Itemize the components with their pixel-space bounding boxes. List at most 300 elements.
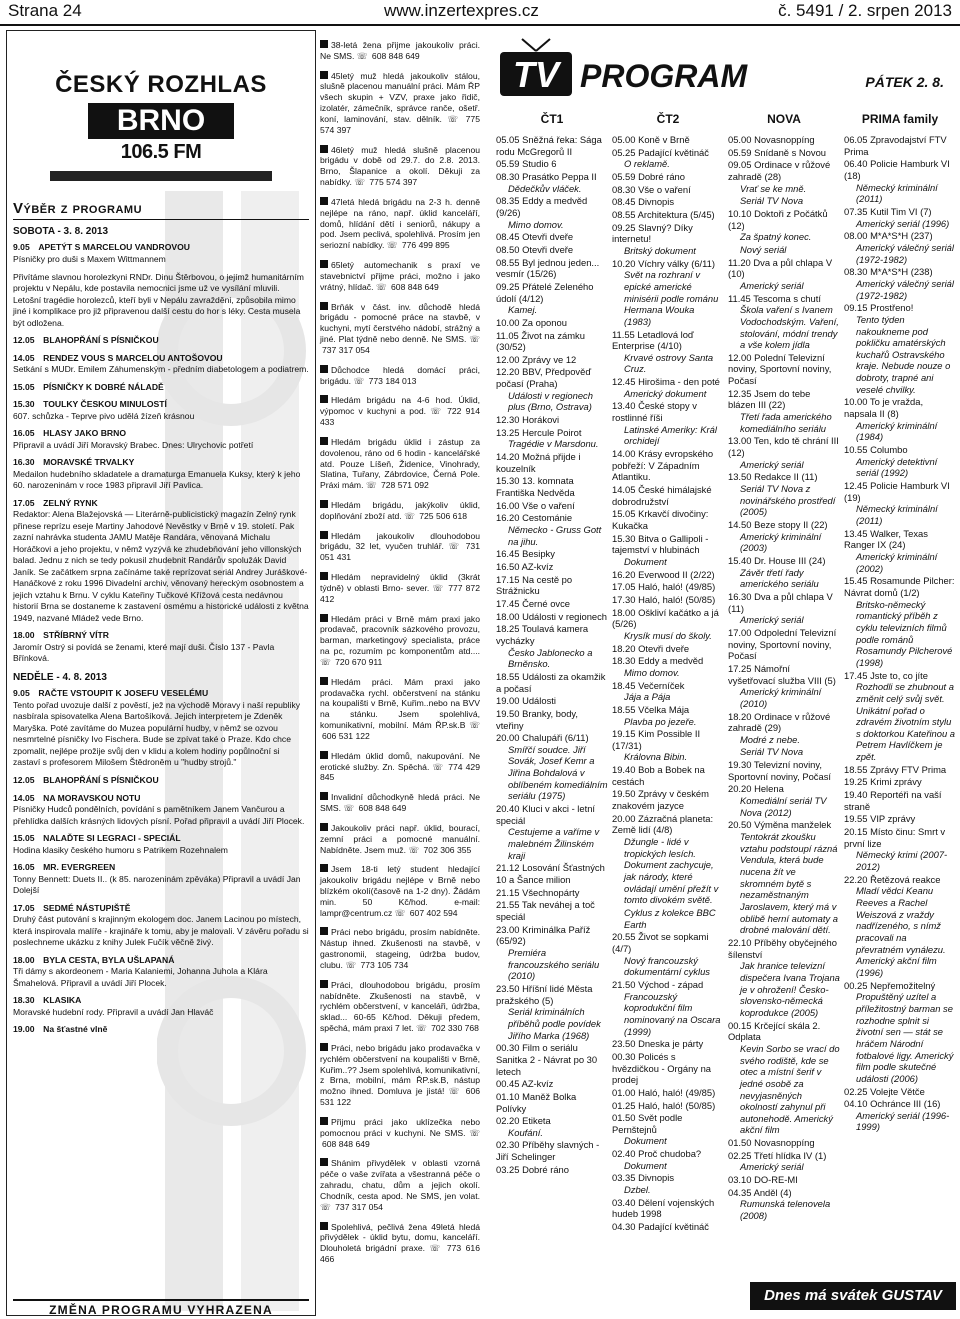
listing-time: 01.25	[612, 1099, 636, 1111]
program-description: Moravské hudební rody. Připravil a uvádí Jan Hlaváč	[13, 1006, 214, 1017]
tv-listing	[496, 611, 608, 623]
listing-time: 19.40	[844, 789, 868, 801]
tv-listing	[496, 354, 608, 366]
channel-name: ČT1	[540, 112, 564, 126]
program-title: MR. EVERGREEN	[43, 862, 116, 873]
channel-column-1	[612, 112, 724, 1234]
program-item	[13, 995, 309, 1018]
listing-time: 10.55	[844, 444, 868, 456]
listing-title: Hercule Poirot	[522, 426, 582, 438]
tv-listing	[496, 862, 608, 885]
tv-listing	[612, 813, 724, 906]
tv-listing	[728, 435, 840, 470]
listing-time: 16.30	[728, 590, 752, 602]
listing-note: Tento týden nakoukneme pod pokličku amatérských kuchařů Ostravského kraje. Nebude nouze o dobroty, trapné ani veselé chvilky.	[856, 313, 951, 395]
program-title: RENDEZ VOUS S MARCELOU ANTOŠOVOU	[43, 352, 223, 363]
listing-title: Novasnoppíng	[754, 134, 815, 145]
listing-title: M*A*S*H (238)	[870, 266, 933, 278]
listing-title: Dobré ráno	[522, 1163, 569, 1175]
listing-time: 03.40	[612, 1196, 636, 1208]
classified-ad: 65letý automechanik s praxí ve stavebnictví přijme práci, možno i jako vrátný, hlídač. ☏ 608 848 649	[320, 260, 480, 292]
tv-listing	[496, 257, 608, 280]
program-title: BLAHOPŘÁNÍ S PÍSNIČKOU	[43, 335, 159, 346]
ad-phone-number[interactable]: 737 317 054	[335, 1201, 383, 1212]
tv-listing	[728, 208, 840, 243]
listing-title: Policie Hamburk VI (18)	[844, 158, 950, 181]
listing-title: Hříšní lidé Města pražského (5)	[496, 982, 593, 1006]
tv-listing	[612, 448, 724, 483]
program-description: 607. schůzka - Teprve pivo udělá žízeň krásnou	[13, 410, 195, 421]
listing-title: Kluci v akci - letní speciál	[496, 803, 596, 826]
listing-time: 16.00	[496, 499, 520, 511]
tv-listing	[612, 594, 724, 606]
listing-title: Tescoma s chutí	[753, 292, 821, 304]
listing-note: Německý kriminální (2011)	[856, 503, 938, 526]
listing-title: Zázračná planeta: Země lidí (4/8)	[612, 812, 714, 836]
tv-listing	[496, 195, 608, 230]
tv-listing	[612, 508, 724, 531]
listing-time: 19.40	[612, 764, 636, 776]
page-header	[0, 0, 960, 22]
listing-time: 08.50	[496, 243, 520, 255]
tv-listing	[496, 732, 608, 802]
classified-ad: Hledám práci. Mám praxi jako prodavačka rychl. občerstvení na stánku na koupališti v Brně, Kuřim..nebo na BVV na stánku. Jsem spolehlivá, komunikativní, mobilní. Mám ŘP.sk.B ☏ 606 531 122	[320, 676, 480, 741]
program-title: ZELNÝ RYNK	[43, 497, 98, 508]
ad-phone-number[interactable]: 776 499 895	[401, 240, 450, 251]
classified-ad: 38-letá žena přijme jakoukoliv práci. Ne SMS. ☏ 608 848 649	[320, 40, 480, 61]
classified-ad: Hledám nepravidelný úklid (3krát týdně) v oblasti Brno- sever. ☏ 777 872 412	[320, 572, 480, 604]
program-description: Tři dámy s akordeonem - Maria Kalaniemi, Johanna Juhola a Klára Šmahelová. Připravil a uvádí Jiří Plocek.	[13, 966, 268, 988]
ad-phone-number[interactable]: 722 914 433	[320, 406, 480, 428]
program-item	[13, 793, 309, 828]
listing-title: Vše o vaření	[638, 183, 691, 195]
radio-program-box	[6, 30, 316, 1316]
listing-title: Ordinace v růžové zahradě (28)	[728, 159, 831, 182]
listing-time: 04.30	[612, 1221, 636, 1233]
listing-time: 05.05	[496, 134, 520, 145]
ad-text: Shánim přivydělek v oblasti vzorná péče o vaše zvířata a všestranná péče o zahradu, chatu, dům a jejich okolí. Chodník, cesta apod. Ne SMS, jen volat.	[320, 1158, 480, 1201]
listing-time: 05.25	[612, 146, 636, 158]
listing-title: Haló, haló! (49/85)	[638, 1086, 716, 1098]
channel-name: NOVA	[767, 112, 801, 126]
listing-time: 15.30	[496, 475, 520, 487]
program-item	[13, 862, 309, 897]
tv-listing	[728, 147, 840, 159]
tv-listing	[612, 1172, 724, 1195]
listing-note: Události v regionech plus (Brno, Ostrava)	[508, 389, 593, 413]
program-description: Přivítáme slavnou horolezkyni RNDr. Dinu Štěrbovou, o jejímž humanitárním projektu v Nepálu, kde postavila nemocnici jsme už ve vysílání mluvili. Letošní tragédie horolezců, kteří byli v Nepálu zavražděni, způsobila mimo jiné i komplikace pro již připravenou další cestu do hor s léky. Cesta musela být odložena.	[13, 271, 304, 328]
listing-title: AZ-kvíz	[521, 1078, 554, 1090]
listing-title: Krkavčí divočiny: Kukačka	[612, 508, 709, 531]
listing-title: Život na zámku (30/52)	[496, 329, 585, 353]
tv-listing	[728, 471, 840, 518]
ad-phone-number[interactable]: 720 670 911	[335, 656, 383, 667]
listing-time: 14.00	[612, 448, 636, 460]
tv-listing	[728, 159, 840, 194]
listing-note: Džungle - lidé v tropických lesích. Dokument zachycuje, jak národy, které ovládají umění přežít v tomto divokém světě.	[624, 836, 719, 906]
tv-listing	[496, 924, 608, 982]
tv-listing	[612, 931, 724, 978]
classified-ad: Hledám brigádu na 4-6 hod. Úklid, výpomoc v kuchyni a pod. ☏ 722 914 433	[320, 395, 480, 428]
tv-program-date: PÁTEK 2. 8.	[865, 74, 944, 90]
listing-time: 19.55	[844, 813, 868, 825]
listing-title: Oškliví kačátko a já (5/26)	[612, 606, 719, 630]
program-description: Jaromír Ostrý si povídá se ženami, které mají duši. Číslo 137 - Pavla Břínková.	[13, 641, 275, 664]
listing-title: Události	[522, 695, 556, 707]
listing-title: Zpravodajství FTV Prima	[844, 134, 947, 157]
tv-listing	[612, 258, 724, 328]
bullet-icon	[320, 1158, 328, 1166]
program-item	[13, 242, 309, 265]
listing-time: 00.30	[612, 1050, 636, 1062]
classified-ad: Práci, nebo brigádu jako prodavačka v rychlém občerstvení na koupališti v Brně, Kuřim..?? Jsem spolehlivá, komunikativní, z Brna, mobilní, mám ŘP.sk.B, nástup možno ihned. Domluva je jistá! ☏ 606 531 122	[320, 1042, 481, 1108]
listing-note: Za špatný konec.	[740, 231, 812, 243]
listing-note: Nový seriál	[740, 243, 787, 255]
bullet-icon	[320, 71, 328, 79]
listing-title: Dělení vojenských hudeb 1998	[612, 1196, 715, 1220]
saturday-program-list	[13, 242, 309, 665]
listing-title: Etiketa	[522, 1115, 551, 1127]
program-description: Hodina klasiky českého humoru s Patrikem Rozehnalem	[13, 844, 228, 855]
listing-time: 10.20	[612, 257, 636, 269]
listing-title: Horákovi	[522, 414, 560, 426]
tv-listing	[612, 1148, 724, 1171]
listing-note: Americký seriál	[740, 614, 804, 626]
classified-ad: Hledám brigádu úklid i zástup za dovolenou, ráno od 6 hodin - kancelářské atd. Pouze Líšeň, Židenice, Vinohrady, Slatina, Tuřany, Zábrdovice, Černá Pole. Práxi mám. ☏ 728 571 092	[320, 436, 480, 491]
program-title: HLASY JAKO BRNO	[43, 428, 127, 439]
tv-listing	[844, 396, 956, 443]
logo-frequency: 106.5 FM	[120, 141, 202, 163]
listing-time: 16.20	[612, 568, 636, 580]
listing-title: Helena	[754, 783, 784, 795]
listing-title: Branky, body, vteřiny	[496, 707, 579, 731]
program-title: KLASIKA	[43, 995, 82, 1006]
tv-listing	[496, 548, 608, 560]
listing-title: Události za okamžik a počasí	[496, 670, 606, 694]
classified-ad: Brňák v část. inv. důchodě hledá brigádu - pomocné práce na stavbě, v kuchyni, mytí čerstvého nádobí, strážný a jiné. Plat týdně nebo denně. Ne SMS. ☏ 737 317 054	[320, 301, 480, 355]
listing-title: M*A*S*H (237)	[870, 230, 933, 242]
listing-title: Odpolední Televizní noviny, Sportovní noviny, Počasí	[728, 626, 837, 662]
tv-listing	[612, 171, 724, 183]
ad-phone-number[interactable]: 737 317 054	[322, 344, 370, 355]
ad-phone-number[interactable]: 775 574 397	[320, 113, 480, 135]
program-time: 14.05	[13, 352, 35, 363]
tv-listing	[844, 874, 956, 979]
listing-note: Smířčí soudce. Jiří Sovák, Josef Kemr a Jiřina Bohdalová v oblíbeném komediálním seriálu (1975)	[508, 743, 608, 802]
tv-listing	[728, 293, 840, 351]
listing-time: 18.55	[844, 763, 868, 775]
ad-phone-number[interactable]: 702 330 768	[431, 1023, 479, 1034]
tv-listing	[496, 158, 608, 170]
listing-note: Cestujeme a vaříme v malebném Žilinském kraji	[508, 826, 600, 861]
program-time: 9.05	[13, 688, 30, 699]
listing-note: Česko Jablonecko a Brněnsko.	[508, 646, 593, 670]
listing-title: Život se sopkami (4/7)	[612, 931, 709, 954]
tv-listing	[844, 480, 956, 527]
tv-listing	[496, 561, 608, 573]
tv-listing	[496, 695, 608, 707]
listing-time: 18.00	[612, 606, 636, 618]
ad-phone-number[interactable]: 775 574 397	[369, 177, 418, 188]
listing-title: Chalupáři (6/11)	[522, 732, 589, 744]
site-url[interactable]: www.inzertexpres.cz	[384, 1, 539, 20]
listing-time: 15.45	[844, 575, 868, 587]
ad-text: 45letý muž hledá jakoukoliv stálou, slušně placenou manuální práci. Mám ŘP všech skupin + VZV, praxe jako řidič, izolatér, zámečník, správce ranče, ošetř. koní, laminování, stav. dělník.	[320, 70, 480, 124]
bullet-icon	[320, 1043, 328, 1051]
program-description: Písničky pro duši s Maxem Wittmannem	[13, 254, 166, 264]
ad-phone-number[interactable]: 728 571 092	[380, 480, 429, 491]
listing-title: Třetí hlídka IV (1)	[753, 1149, 827, 1161]
listing-time: 02.25	[844, 1085, 868, 1097]
tv-listing	[612, 329, 724, 376]
listing-time: 17.05	[612, 581, 636, 593]
program-description: Tonny Bennett: Duets II.. (k 85. narozeninám zpěváka) Připravil a uvádí Jan Dolejší	[13, 873, 301, 896]
listing-title: Everwood II (2/22)	[638, 568, 715, 580]
program-description: Připravil a uvádí Jiří Moravský Brabec. Dnes: Ulrychovic potřetí	[13, 439, 254, 450]
listing-note: Koufání.	[508, 1126, 543, 1138]
listing-note: O reklamě.	[624, 158, 670, 170]
classified-ad: Hledám úklid domů, nakupování. Ne erotické služby. Zn. Spěchá. ☏ 774 429 845	[320, 750, 480, 783]
listing-note: Latinské Ameriky: Král orchidejí	[624, 423, 717, 447]
program-item	[13, 955, 309, 990]
listing-note: Americký dokument	[624, 387, 707, 399]
listing-title: Bob a Bobek na cestách	[612, 764, 705, 787]
classified-ads	[320, 40, 480, 1274]
tv-listing	[844, 158, 956, 205]
listing-title: České stopy v rostlinné říši	[612, 400, 697, 424]
listing-title: Vše o vaření	[522, 499, 575, 511]
tv-listing	[728, 195, 840, 207]
tv-listing	[612, 1051, 724, 1086]
tv-logo: TV	[500, 52, 572, 96]
ad-text: Spolehlivá, pečlivá žena 49letá hledá přivýdělek - úklid bytu, domu, kanceláří. Dlouholetá brigádní praxe.	[320, 1221, 480, 1254]
listing-time: 05.00	[728, 134, 752, 145]
listing-note: Francouzský koprodukční film nominovaný na Oscara (1999)	[624, 990, 721, 1037]
tv-listing	[496, 244, 608, 256]
listing-time: 13.25	[496, 426, 520, 438]
tv-listing	[496, 134, 608, 157]
listing-title: Anděl (4)	[753, 1186, 792, 1198]
ad-phone-number[interactable]: 773 184 013	[368, 375, 417, 386]
listing-title: Na cestě po Strážnicku	[496, 573, 573, 597]
tv-listing	[844, 764, 956, 776]
listing-time: 18.25	[496, 623, 520, 635]
tv-listing	[844, 230, 956, 265]
tv-listing	[612, 569, 724, 581]
classified-ad: Důchodce hledá domácí práci, brigádu. ☏ 773 184 013	[320, 364, 480, 386]
listing-title: Ordinace v růžové zahradě (29)	[728, 710, 831, 734]
listing-note: Dokument	[624, 555, 667, 567]
tv-listing	[844, 776, 956, 788]
tv-listing	[728, 1137, 840, 1149]
listing-note: Německo - Gruss Gott na jihu.	[508, 524, 602, 547]
listing-time: 19.00	[496, 695, 520, 707]
program-item	[13, 903, 309, 949]
listing-title: Koně v Brně	[638, 134, 690, 145]
tv-listing	[612, 728, 724, 763]
listing-note: Cyklus z kolekce BBC Earth	[624, 907, 716, 930]
listing-time: 18.55	[612, 703, 636, 715]
ad-phone-number[interactable]: 606 531 122	[320, 1086, 481, 1108]
ad-text: Důchodce hledá domácí práci, brigádu.	[320, 364, 480, 386]
listing-time: 10.00	[496, 316, 520, 328]
listing-title: Haló, haló! (49/85)	[638, 581, 716, 593]
tv-listing	[496, 427, 608, 450]
listing-title: Padající květináč	[638, 1221, 709, 1233]
ad-text: Práci nebo brigádu, prosím nabídněte. Nástup ihned. Zkušenosti na stavbě, v gastronomii, stageing, údržba budov, clubu.	[320, 927, 480, 970]
ad-text: Jsem 18-ti letý student hledající jakoukoliv brigádu nejlépe v Brně nebo blízkém okolí(časově na 1-2 dny). Žádám min. 50 Kč/hod. e-mail: lampr@centrum.cz	[320, 864, 480, 918]
tv-listing	[612, 196, 724, 208]
listing-time: 19.30	[728, 759, 752, 771]
listing-title: Krčející skála 2. Odplata	[728, 1019, 821, 1043]
tv-listing	[612, 1221, 724, 1233]
classified-ad: 45letý muž hledá jakoukoliv stálou, slušně placenou manuální práci. Mám ŘP všech skupin + VZV, praxe jako řidič, izolatér, zámečník, správce ranče, ošetř. koní, laminování, stav. dělník. ☏ 775 574 397	[320, 70, 480, 135]
classified-ad: Práci, dlouhodobou brigádu, prosím nabídněte. Zkušenosti na stavbě, v rychlém občerstvení, v kanceláři, údržba, sklad... 60-65 Kč/hod. Děkuji předem, spěchá, mám praxi 7 let. ☏ 702 330 768	[320, 979, 480, 1034]
listing-title: VIP zprávy	[870, 813, 916, 825]
listing-title: Zprávy v českém znakovém jazyce	[612, 788, 709, 812]
listing-time: 11.55	[612, 328, 635, 340]
listing-time: 14.05	[612, 484, 636, 496]
listing-note: Rumunská telenovela (2008)	[740, 1198, 831, 1222]
tv-listing	[496, 317, 608, 329]
listing-title: Polední Televizní noviny, Sportovní noviny, Počasí	[728, 351, 832, 387]
program-time: 14.05	[13, 792, 35, 803]
tv-listing	[612, 134, 724, 146]
listing-note: Dokument	[624, 1135, 667, 1147]
listing-title: Ochránce III (16)	[870, 1098, 941, 1110]
listing-title: Příběhy slavných - Jiří Schelinger	[496, 1139, 600, 1163]
listing-time: 17.15	[496, 573, 520, 585]
listing-title: Proč chudoba?	[638, 1148, 702, 1160]
issue-number: č. 5491 / 2. srpen 2013	[778, 1, 952, 20]
listing-title: Události v regionech	[522, 610, 608, 622]
ad-phone-number[interactable]: 607 402 594	[409, 907, 458, 918]
listing-note: Jája a Pája	[624, 691, 671, 703]
ad-text: Hledám nepravidelný úklid (3krát týdně) v oblasti Brno- sever.	[320, 572, 480, 593]
listing-note: Mimo domov.	[624, 666, 680, 678]
ad-text: Hledám práci v Brně mám praxi jako prodavač, pracovník sázkového provozu, barman, marketingový specialista, práce na pc, rozumím pc komponentům atd....	[320, 613, 480, 657]
listing-time: 22.20	[844, 873, 868, 885]
listing-title: Za oponou	[522, 316, 567, 328]
program-item	[13, 688, 309, 769]
listing-title: Haló, haló! (50/85)	[638, 593, 716, 605]
ad-phone-number[interactable]: 774 429 845	[320, 761, 480, 783]
listing-time: 15.40	[728, 554, 752, 566]
tv-listing	[612, 979, 724, 1037]
listing-time: 12.45	[844, 480, 868, 492]
program-time: 18.30	[13, 995, 35, 1006]
tv-listing	[496, 451, 608, 474]
header-rule	[0, 24, 960, 26]
ad-phone-number[interactable]: 608 848 649	[322, 1138, 370, 1149]
tv-listing	[496, 1091, 608, 1114]
ad-phone-number[interactable]: 731 051 431	[320, 541, 480, 563]
listing-time: 08.45	[612, 196, 636, 208]
program-title: Na šťastné vlně	[43, 1024, 108, 1035]
listing-time: 05.59	[496, 158, 520, 170]
listing-time: 10.10	[728, 207, 752, 219]
tv-listing	[496, 623, 608, 670]
listing-note: Tragédie v Marsdonu.	[508, 438, 599, 450]
listing-time: 19.50	[496, 707, 520, 719]
tv-listing	[496, 281, 608, 316]
tv-listing	[612, 643, 724, 655]
bullet-icon	[320, 531, 328, 539]
listing-title: Ten, kdo tě chrání III (12)	[728, 435, 839, 459]
ad-text: Hledám práci. Mám praxi jako prodavačka rychl. občerstvení na stánku na koupališti v Brně, Kuřim..nebo na BVV na stánku. Jsem spolehlivá, komunikativní, mobilní. Mám ŘP.sk.B	[320, 676, 480, 731]
listing-time: 08.55	[612, 208, 636, 220]
listing-time: 02.30	[496, 1139, 520, 1151]
listing-note: Seriál TV Nova z novinářského prostředí (2005)	[740, 483, 836, 518]
listing-note: Svět na rozhraní v epické americké minisérii podle románu Hermana Wouka (1983)	[624, 269, 719, 327]
listing-title: Dva a půl chlapa V (11)	[728, 590, 833, 614]
program-description: Písničky Hudců pondělních, povídání s pamětníkem Janem Vančurou a přehlídka dalších krásných lidových písní. Pořad připravil a uvádí Jiří Plocek.	[13, 804, 305, 826]
listing-time: 17.25	[728, 662, 752, 674]
program-item	[13, 833, 309, 856]
listing-title: Otevři dveře	[522, 231, 574, 243]
tv-listing	[728, 244, 840, 256]
ad-phone-number[interactable]: 773 616 466	[320, 1243, 480, 1265]
program-time: 18.00	[13, 630, 35, 641]
bullet-icon	[320, 437, 328, 445]
ad-phone-number[interactable]: 606 531 122	[322, 730, 370, 741]
listing-title: Besipky	[522, 548, 555, 560]
ad-phone-number[interactable]: 608 848 649	[391, 281, 439, 292]
ad-phone-number[interactable]: 725 506 618	[419, 510, 468, 521]
listing-time: 08.00	[844, 230, 868, 242]
classified-ad: 47letá hledá brigádu na 2-3 h. denně nejlépe na ráno, např. úklid kanceláří, domů, hlídání dětí i seniorů, nákupy a pod. Jsem peclivá, spolehlivá. Prosím jen seriozní nabídky. ☏ 776 499 895	[320, 196, 480, 251]
program-title: SEDMÉ NÁSTUPIŠTĚ	[43, 902, 131, 913]
listing-title: Haló, haló! (50/85)	[638, 1099, 716, 1111]
listing-time: 20.20	[728, 783, 752, 795]
tv-listing	[496, 171, 608, 194]
tv-listing	[496, 887, 608, 899]
program-title: PÍSNIČKY K DOBRÉ NÁLADĚ	[43, 381, 164, 392]
listing-note: Plavba po jezeře.	[624, 715, 697, 727]
listing-note: Mladí vědci Keanu Reeves a Rachel Weiszová z vraždy nadřízeného, s nímž pracovali na převratném vynálezu. Americký akční film (1996)	[856, 885, 946, 978]
ad-phone-number[interactable]: 608 848 649	[371, 50, 420, 61]
logo-title: ČESKÝ ROZHLAS	[55, 71, 267, 98]
bullet-icon	[320, 197, 328, 205]
listing-title: Architektura (5/45)	[637, 208, 715, 220]
program-title: MORAVSKÉ TRVALKY	[43, 457, 135, 468]
channel-column-0	[496, 112, 608, 1176]
ad-phone-number[interactable]: 777 872 412	[320, 582, 480, 604]
listing-time: 12.35	[728, 387, 752, 399]
ad-phone-number[interactable]: 608 848 649	[358, 803, 407, 814]
ad-phone-number[interactable]: 702 306 355	[423, 844, 472, 855]
listing-note: Americký kriminální (2003)	[740, 530, 822, 554]
listing-time: 20.15	[844, 826, 868, 838]
listing-title: Snídaně s Novou	[754, 146, 827, 158]
listing-title: Byl jednou jeden... vesmír (15/26)	[496, 256, 600, 280]
listing-note: Americký seriál	[740, 279, 804, 291]
listing-title: Walker, Texas Ranger IX (24)	[844, 527, 928, 551]
listing-time: 02.20	[496, 1115, 520, 1127]
logo-strip	[50, 171, 272, 181]
listing-time: 14.20	[496, 451, 520, 463]
bullet-icon	[320, 1222, 328, 1230]
listing-time: 18.30	[612, 655, 636, 667]
listing-title: To je vražda, napsala II (8)	[844, 396, 924, 420]
listing-time: 13.50	[728, 471, 752, 483]
tv-listing	[612, 400, 724, 447]
tv-listing	[844, 134, 956, 157]
tv-program-title: PROGRAM	[580, 58, 748, 94]
ad-phone-number[interactable]: 773 105 734	[360, 959, 409, 970]
bullet-icon	[320, 792, 328, 800]
listing-title: Krimi zprávy	[870, 776, 922, 788]
